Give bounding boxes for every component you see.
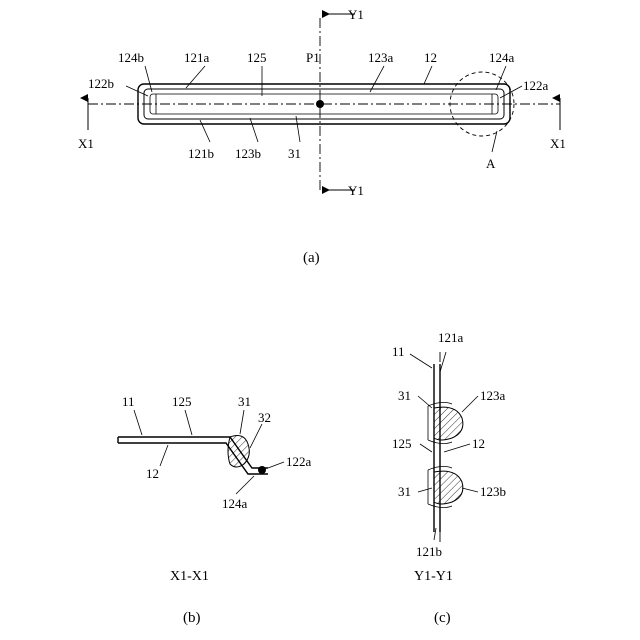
- label-124b: 124b: [118, 50, 144, 65]
- label-c-123b: 123b: [480, 484, 506, 499]
- label-12: 12: [424, 50, 437, 65]
- leader-124a: [496, 66, 506, 90]
- label-b-32: 32: [258, 410, 271, 425]
- label-y1-top: Y1: [348, 7, 364, 22]
- label-c-12: 12: [472, 436, 485, 451]
- leader-c-12: [444, 444, 470, 452]
- leader-b-12: [160, 445, 168, 466]
- label-123a: 123a: [368, 50, 394, 65]
- label-122a: 122a: [523, 78, 549, 93]
- label-125: 125: [247, 50, 267, 65]
- label-31: 31: [288, 146, 301, 161]
- label-b-11: 11: [122, 394, 135, 409]
- label-c-121b: 121b: [416, 544, 442, 559]
- leader-b-31: [240, 410, 244, 434]
- leader-c-121a: [440, 352, 446, 372]
- leader-c-11: [410, 354, 432, 368]
- leader-124b: [145, 66, 152, 92]
- leader-123b: [250, 118, 258, 142]
- label-c-31-bottom: 31: [398, 484, 411, 499]
- label-p1: P1: [306, 50, 320, 65]
- leader-31: [296, 116, 300, 142]
- view-b-group: [118, 394, 312, 626]
- view-a-group: [78, 7, 566, 266]
- section-b-bead: [228, 436, 249, 467]
- caption-c: (c): [434, 610, 451, 626]
- section-c-bead-upper: [434, 407, 463, 440]
- leader-123a: [370, 66, 384, 92]
- leader-12: [424, 66, 432, 84]
- label-121a: 121a: [184, 50, 210, 65]
- point-p1-marker: [316, 100, 324, 108]
- section-b-dot-122a: [258, 466, 266, 474]
- label-x1-left: X1: [78, 136, 94, 151]
- detail-a-leader: [492, 131, 497, 152]
- view-c-group: [392, 330, 506, 626]
- leader-b-124a: [236, 476, 254, 494]
- label-c-123a: 123a: [480, 388, 506, 403]
- label-b-31: 31: [238, 394, 251, 409]
- leader-b-32: [250, 424, 262, 448]
- label-y1-bottom: Y1: [348, 183, 364, 198]
- label-b-122a: 122a: [286, 454, 312, 469]
- caption-b: (b): [183, 610, 201, 626]
- label-123b: 123b: [235, 146, 261, 161]
- label-c-11: 11: [392, 344, 405, 359]
- leader-b-11: [134, 410, 142, 435]
- label-121b: 121b: [188, 146, 214, 161]
- leader-122a: [500, 86, 522, 98]
- label-122b: 122b: [88, 76, 114, 91]
- leader-b-125: [185, 410, 192, 435]
- label-x1-right: X1: [550, 136, 566, 151]
- label-124a: 124a: [489, 50, 515, 65]
- label-c-121a: 121a: [438, 330, 464, 345]
- label-b-124a: 124a: [222, 496, 248, 511]
- section-title-c: Y1-Y1: [414, 569, 453, 584]
- section-title-b: X1-X1: [170, 569, 209, 584]
- caption-a: (a): [303, 250, 320, 266]
- leader-b-122a: [268, 462, 284, 468]
- label-b-125: 125: [172, 394, 192, 409]
- leader-c-31-bottom: [418, 488, 432, 492]
- leader-c-125: [420, 444, 432, 452]
- section-c-bead-lower: [434, 471, 463, 504]
- label-detail-a: A: [486, 156, 496, 171]
- leader-c-31-top: [418, 396, 432, 408]
- leader-c-123b: [462, 488, 478, 492]
- label-b-12: 12: [146, 466, 159, 481]
- label-c-31-top: 31: [398, 388, 411, 403]
- leader-c-123a: [462, 396, 478, 412]
- label-c-125: 125: [392, 436, 412, 451]
